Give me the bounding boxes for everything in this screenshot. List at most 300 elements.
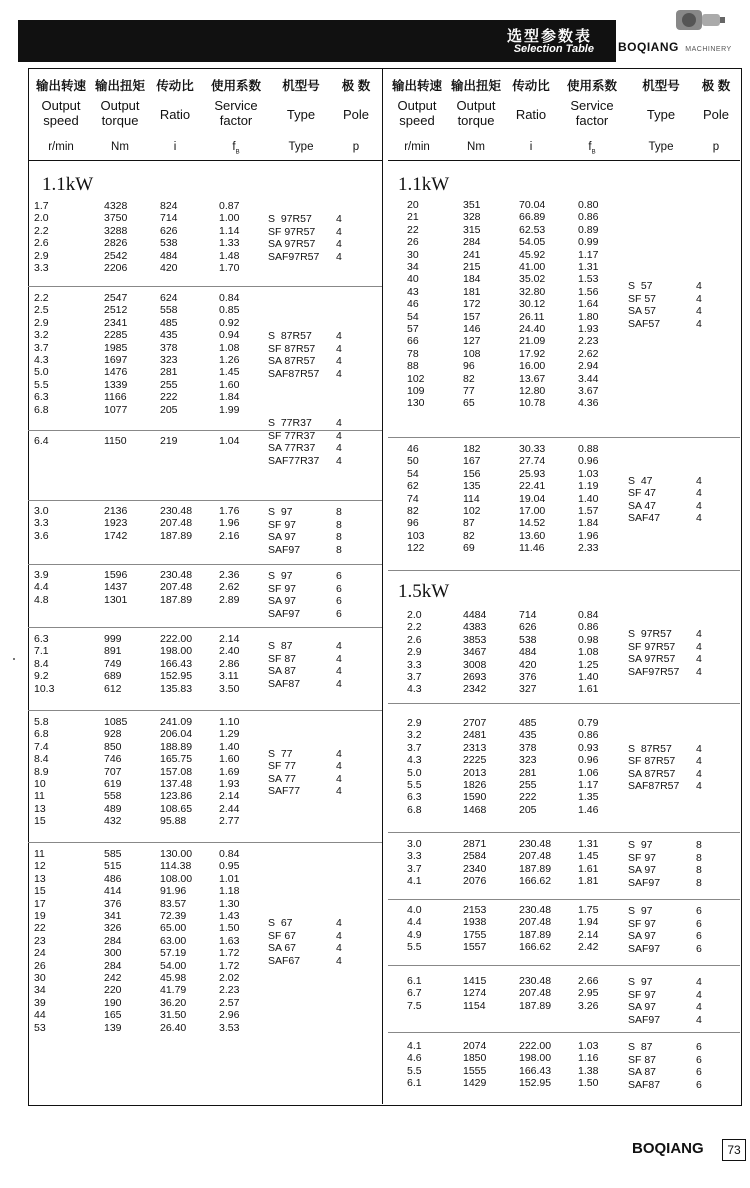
speed-cell: 46 bbox=[407, 443, 419, 455]
left-power-label: 1.1kW bbox=[42, 174, 94, 195]
factor-cell: 1.50 bbox=[578, 1077, 599, 1090]
ratio-cell: 323 bbox=[160, 354, 178, 366]
factor-cell: 1.63 bbox=[219, 934, 240, 947]
factor-cell: 2.77 bbox=[219, 815, 240, 828]
speed-cell: 4.0 bbox=[407, 904, 422, 916]
pole-cell: 4 4 4 4 bbox=[696, 474, 702, 525]
torque-cell: 135 bbox=[463, 480, 481, 493]
header-rule-left bbox=[28, 160, 382, 161]
ratio-cell: 35.02 bbox=[519, 273, 546, 286]
pole-cell: 8 8 8 8 bbox=[336, 506, 342, 556]
torque-cell: 139 bbox=[104, 1021, 122, 1034]
torque-cell: 4383 bbox=[463, 621, 487, 634]
ratio-cell: 484 bbox=[519, 646, 537, 659]
speed-cell: 4.4 bbox=[407, 916, 422, 929]
factor-cell: 1.70 bbox=[219, 262, 240, 274]
ratio-cell: 626 bbox=[160, 224, 178, 237]
type-cell: S 77 SF 77 SA 77 SAF77 bbox=[268, 747, 301, 798]
torque-cell: 127 bbox=[463, 335, 481, 348]
speed-cell: 3.3 bbox=[407, 850, 422, 863]
torque-cell: 2707 bbox=[463, 717, 487, 729]
speed-cell: 53 bbox=[34, 1021, 46, 1034]
ratio-cell: 108.65 bbox=[160, 802, 193, 815]
speed-cell: 13 bbox=[34, 872, 46, 885]
torque-cell: 1923 bbox=[104, 517, 128, 530]
ratio-cell: 157.08 bbox=[160, 765, 193, 778]
speed-cell: 1.7 bbox=[34, 200, 49, 212]
factor-cell: 0.93 bbox=[578, 741, 599, 754]
factor-cell: 2.66 bbox=[578, 975, 599, 987]
ratio-cell: 538 bbox=[519, 633, 537, 646]
ratio-cell: 207.48 bbox=[160, 517, 193, 530]
speed-cell: 2.0 bbox=[407, 609, 422, 621]
group-divider bbox=[388, 899, 740, 900]
speed-cell: 62 bbox=[407, 480, 419, 493]
speed-cell: 4.1 bbox=[407, 1040, 422, 1052]
torque-cell: 69 bbox=[463, 542, 475, 555]
torque-cell: 1415 bbox=[463, 975, 487, 987]
speed-cell: 78 bbox=[407, 347, 419, 360]
ratio-cell: 26.11 bbox=[519, 310, 545, 323]
factor-cell: 0.95 bbox=[219, 860, 240, 873]
factor-cell: 1.56 bbox=[578, 285, 599, 298]
header-unit: i bbox=[173, 141, 177, 153]
ratio-cell: 435 bbox=[519, 729, 537, 742]
ratio-cell: 207.48 bbox=[519, 987, 552, 1000]
type-cell: S 87 SF 87 SA 87 SAF87 bbox=[628, 1041, 661, 1091]
group-divider bbox=[388, 1032, 740, 1033]
header-en: Type bbox=[646, 107, 676, 122]
torque-cell: 190 bbox=[104, 996, 122, 1009]
torque-cell: 2076 bbox=[463, 875, 487, 888]
header-en: Type bbox=[286, 107, 316, 122]
group-divider bbox=[28, 710, 382, 711]
ratio-cell: 230.48 bbox=[519, 975, 552, 987]
speed-cell: 12 bbox=[34, 860, 46, 873]
header-unit: p bbox=[352, 141, 360, 153]
ratio-cell: 57.19 bbox=[160, 947, 187, 960]
ratio-cell: 558 bbox=[160, 304, 178, 317]
speed-cell: 22 bbox=[34, 922, 46, 935]
ratio-cell: 16.00 bbox=[519, 360, 546, 373]
speed-cell: 26 bbox=[407, 236, 419, 249]
group-divider bbox=[28, 842, 382, 843]
factor-cell: 1.45 bbox=[578, 850, 599, 863]
speed-cell: 46 bbox=[407, 298, 419, 311]
factor-cell: 1.75 bbox=[578, 904, 599, 916]
torque-cell: 3467 bbox=[463, 646, 487, 659]
ratio-cell: 824 bbox=[160, 200, 178, 212]
pole-cell: 6 6 6 6 bbox=[336, 570, 342, 620]
torque-cell: 746 bbox=[104, 753, 122, 766]
factor-cell: 1.01 bbox=[219, 872, 240, 885]
torque-cell: 87 bbox=[463, 517, 475, 530]
speed-cell: 130 bbox=[407, 397, 425, 410]
speed-cell: 11 bbox=[34, 790, 45, 803]
ratio-cell: 91.96 bbox=[160, 885, 187, 898]
torque-cell: 172 bbox=[463, 298, 481, 311]
factor-cell: 2.96 bbox=[219, 1009, 240, 1022]
pole-cell: 4 4 4 4 bbox=[336, 747, 342, 798]
factor-cell: 3.11 bbox=[219, 670, 239, 683]
speed-cell: 4.3 bbox=[34, 354, 49, 366]
header-en: Output torque bbox=[100, 98, 140, 128]
ratio-cell: 31.50 bbox=[160, 1009, 187, 1022]
ratio-cell: 95.88 bbox=[160, 815, 187, 828]
torque-cell: 1742 bbox=[104, 529, 128, 542]
torque-cell: 146 bbox=[463, 323, 481, 335]
header-en: Output speed bbox=[397, 98, 437, 128]
pole-cell: 4 4 4 4 bbox=[696, 742, 702, 793]
speed-cell: 13 bbox=[34, 802, 46, 815]
torque-cell: 2871 bbox=[463, 838, 487, 850]
header-cn: 极 数 bbox=[701, 79, 731, 93]
ratio-cell: 14.52 bbox=[519, 517, 546, 530]
factor-cell: 1.16 bbox=[578, 1052, 599, 1065]
ratio-cell: 54.00 bbox=[160, 959, 187, 972]
factor-cell: 1.30 bbox=[219, 897, 240, 910]
ratio-cell: 281 bbox=[160, 366, 178, 379]
speed-cell: 7.5 bbox=[407, 999, 422, 1012]
ratio-cell: 65.00 bbox=[160, 922, 187, 935]
factor-cell: 1.93 bbox=[578, 323, 599, 335]
speed-cell: 3.0 bbox=[407, 838, 422, 850]
speed-cell: 26 bbox=[34, 959, 46, 972]
factor-cell: 2.23 bbox=[219, 984, 240, 997]
ratio-cell: 485 bbox=[519, 717, 537, 729]
header-en: Ratio bbox=[515, 107, 547, 122]
torque-cell: 2584 bbox=[463, 850, 487, 863]
torque-cell: 3288 bbox=[104, 224, 128, 237]
speed-cell: 4.9 bbox=[407, 928, 422, 941]
factor-cell: 1.08 bbox=[219, 341, 240, 354]
title-bar bbox=[18, 20, 616, 62]
ratio-cell: 207.48 bbox=[160, 581, 193, 594]
factor-cell: 1.72 bbox=[219, 947, 240, 960]
speed-cell: 66 bbox=[407, 335, 419, 348]
page-title-en: Selection Table bbox=[513, 43, 594, 55]
speed-cell: 11 bbox=[34, 848, 45, 860]
header-cn: 输出转速 bbox=[35, 79, 86, 93]
ratio-cell: 13.60 bbox=[519, 529, 546, 542]
ratio-cell: 137.48 bbox=[160, 778, 193, 790]
ratio-cell: 17.92 bbox=[519, 347, 546, 360]
page-number: 73 bbox=[722, 1139, 746, 1161]
ratio-cell: 83.57 bbox=[160, 897, 187, 910]
header-cn: 机型号 bbox=[642, 79, 680, 93]
speed-cell: 54 bbox=[407, 310, 419, 323]
page-mark bbox=[13, 658, 15, 660]
ratio-cell: 255 bbox=[160, 378, 178, 391]
speed-cell: 3.3 bbox=[34, 262, 49, 274]
speed-cell: 3.3 bbox=[407, 658, 422, 671]
torque-cell: 2153 bbox=[463, 904, 487, 916]
brand-name: BOQIANG bbox=[618, 40, 679, 54]
type-cell: S 97 SF 97 SA 97 SAF97 bbox=[268, 570, 301, 620]
factor-cell: 1.61 bbox=[578, 683, 599, 696]
factor-cell: 1.69 bbox=[219, 765, 240, 778]
type-cell: S 87R57 SF 87R57 SA 87R57 SAF87R57 bbox=[628, 742, 680, 793]
speed-cell: 8.4 bbox=[34, 753, 49, 766]
ratio-cell: 10.78 bbox=[519, 397, 546, 410]
ratio-cell: 378 bbox=[519, 741, 537, 754]
speed-cell: 50 bbox=[407, 455, 419, 468]
torque-cell: 1150 bbox=[104, 435, 127, 447]
speed-cell: 30 bbox=[407, 248, 419, 261]
pole-cell: 4 4 4 4 bbox=[336, 417, 342, 467]
factor-cell: 1.96 bbox=[578, 529, 599, 542]
factor-cell: 3.50 bbox=[219, 682, 240, 695]
factor-cell: 2.62 bbox=[578, 347, 599, 360]
speed-cell: 6.3 bbox=[34, 633, 49, 645]
torque-cell: 242 bbox=[104, 972, 122, 984]
ratio-cell: 230.48 bbox=[519, 904, 552, 916]
type-cell: S 57 SF 57 SA 57 SAF57 bbox=[628, 280, 661, 330]
factor-cell: 1.57 bbox=[578, 505, 599, 517]
gearbox-icon bbox=[672, 4, 726, 36]
ratio-cell: 241.09 bbox=[160, 716, 193, 728]
header-en: Service factor bbox=[214, 98, 258, 128]
torque-cell: 284 bbox=[463, 236, 481, 249]
speed-cell: 4.8 bbox=[34, 593, 49, 606]
speed-cell: 5.8 bbox=[34, 716, 49, 728]
speed-cell: 6.3 bbox=[34, 391, 49, 404]
ratio-cell: 165.75 bbox=[160, 753, 193, 766]
factor-cell: 1.48 bbox=[219, 249, 240, 262]
ratio-cell: 323 bbox=[519, 754, 537, 767]
factor-cell: 3.26 bbox=[578, 999, 599, 1012]
torque-cell: 489 bbox=[104, 802, 122, 815]
factor-cell: 1.35 bbox=[578, 791, 599, 804]
ratio-cell: 32.80 bbox=[519, 285, 546, 298]
torque-cell: 2285 bbox=[104, 329, 128, 342]
torque-cell: 850 bbox=[104, 740, 122, 753]
footer-brand: BOQIANG bbox=[632, 1140, 704, 1157]
group-divider bbox=[28, 564, 382, 565]
ratio-cell: 420 bbox=[160, 262, 178, 274]
header-cn: 极 数 bbox=[341, 79, 371, 93]
group-divider bbox=[28, 286, 382, 287]
speed-cell: 6.1 bbox=[407, 1077, 422, 1090]
header-unit: Nm bbox=[467, 141, 485, 153]
factor-cell: 1.31 bbox=[578, 261, 599, 273]
torque-cell: 585 bbox=[104, 848, 122, 860]
ratio-cell: 222.00 bbox=[519, 1040, 552, 1052]
pole-cell: 4 4 4 4 bbox=[336, 640, 342, 690]
ratio-cell: 30.12 bbox=[519, 298, 546, 311]
factor-cell: 0.98 bbox=[578, 633, 599, 646]
speed-cell: 43 bbox=[407, 285, 419, 298]
ratio-cell: 255 bbox=[519, 779, 537, 791]
pole-cell: 4 4 4 4 bbox=[336, 213, 342, 263]
factor-cell: 4.36 bbox=[578, 397, 599, 410]
ratio-cell: 219 bbox=[160, 435, 178, 447]
ratio-cell: 123.86 bbox=[160, 790, 193, 803]
factor-cell: 1.03 bbox=[578, 467, 599, 480]
factor-cell: 2.23 bbox=[578, 335, 599, 348]
factor-cell: 1.33 bbox=[219, 237, 240, 250]
ratio-cell: 222 bbox=[519, 791, 537, 804]
factor-cell: 1.18 bbox=[219, 885, 240, 898]
pole-cell: 4 4 4 4 bbox=[696, 628, 702, 678]
torque-cell: 1429 bbox=[463, 1077, 487, 1090]
speed-cell: 7.4 bbox=[34, 740, 49, 753]
factor-cell: 1.40 bbox=[578, 671, 599, 683]
ratio-cell: 108.00 bbox=[160, 872, 193, 885]
torque-cell: 1555 bbox=[463, 1064, 487, 1077]
ratio-cell: 205 bbox=[519, 803, 537, 816]
torque-cell: 1755 bbox=[463, 928, 487, 941]
speed-cell: 21 bbox=[407, 211, 419, 224]
brand-logo bbox=[618, 38, 742, 56]
ratio-cell: 26.40 bbox=[160, 1021, 187, 1034]
factor-cell: 1.93 bbox=[219, 778, 240, 790]
torque-cell: 1938 bbox=[463, 916, 487, 929]
torque-cell: 1274 bbox=[463, 987, 487, 1000]
torque-cell: 1077 bbox=[104, 403, 128, 416]
header-unit: Type bbox=[288, 141, 314, 153]
factor-cell: 0.99 bbox=[578, 236, 599, 249]
torque-cell: 1339 bbox=[104, 378, 128, 391]
speed-cell: 3.9 bbox=[34, 569, 49, 581]
factor-cell: 0.92 bbox=[219, 316, 240, 329]
ratio-cell: 376 bbox=[519, 671, 537, 683]
ratio-cell: 19.04 bbox=[519, 492, 546, 505]
speed-cell: 6.8 bbox=[407, 803, 422, 816]
pole-cell: 6 6 6 6 bbox=[696, 1041, 702, 1091]
ratio-cell: 166.43 bbox=[519, 1064, 552, 1077]
ratio-cell: 207.48 bbox=[519, 916, 552, 929]
factor-cell: 1.29 bbox=[219, 728, 240, 741]
torque-cell: 1468 bbox=[463, 803, 487, 816]
ratio-cell: 230.48 bbox=[160, 505, 193, 517]
ratio-cell: 21.09 bbox=[519, 335, 546, 348]
factor-cell: 0.80 bbox=[578, 199, 599, 211]
torque-cell: 328 bbox=[463, 211, 481, 224]
speed-cell: 17 bbox=[34, 897, 46, 910]
group-divider bbox=[28, 627, 382, 628]
factor-cell: 2.94 bbox=[578, 360, 599, 373]
speed-cell: 122 bbox=[407, 542, 425, 555]
factor-cell: 1.08 bbox=[578, 646, 599, 659]
torque-cell: 1557 bbox=[463, 941, 487, 954]
torque-cell: 102 bbox=[463, 505, 481, 517]
speed-cell: 6.7 bbox=[407, 987, 422, 1000]
factor-cell: 1.84 bbox=[219, 391, 240, 404]
ratio-cell: 54.05 bbox=[519, 236, 546, 249]
factor-cell: 0.96 bbox=[578, 455, 599, 468]
factor-cell: 2.33 bbox=[578, 542, 599, 555]
speed-cell: 2.2 bbox=[407, 621, 422, 634]
factor-cell: 2.14 bbox=[219, 633, 240, 645]
factor-cell: 1.17 bbox=[578, 248, 599, 261]
speed-cell: 5.5 bbox=[407, 779, 422, 791]
ratio-cell: 27.74 bbox=[519, 455, 546, 468]
factor-cell: 0.86 bbox=[578, 211, 599, 224]
header-rule-right bbox=[388, 160, 740, 161]
factor-cell: 0.79 bbox=[578, 717, 599, 729]
speed-cell: 5.5 bbox=[34, 378, 49, 391]
ratio-cell: 420 bbox=[519, 658, 537, 671]
torque-cell: 156 bbox=[463, 467, 481, 480]
pole-cell: 4 4 4 4 bbox=[336, 330, 342, 380]
torque-cell: 3853 bbox=[463, 633, 487, 646]
header-cn: 使用系数 bbox=[210, 79, 261, 93]
torque-cell: 1850 bbox=[463, 1052, 487, 1065]
header-unit: $f_B$ bbox=[588, 141, 596, 156]
speed-cell: 15 bbox=[34, 885, 46, 898]
ratio-cell: 538 bbox=[160, 237, 178, 250]
torque-cell: 612 bbox=[104, 682, 122, 695]
torque-cell: 1596 bbox=[104, 569, 128, 581]
header-cn: 输出扭矩 bbox=[94, 79, 145, 93]
torque-cell: 4328 bbox=[104, 200, 128, 212]
speed-cell: 10.3 bbox=[34, 682, 55, 695]
type-cell: S 97 SF 97 SA 97 SAF97 bbox=[628, 839, 661, 889]
speed-cell: 103 bbox=[407, 529, 425, 542]
factor-cell: 2.36 bbox=[219, 569, 240, 581]
ratio-cell: 205 bbox=[160, 403, 178, 416]
torque-cell: 4484 bbox=[463, 609, 487, 621]
ratio-cell: 187.89 bbox=[519, 862, 552, 875]
pole-cell: 6 6 6 6 bbox=[696, 905, 702, 955]
torque-cell: 1085 bbox=[104, 716, 128, 728]
torque-cell: 999 bbox=[104, 633, 122, 645]
speed-cell: 54 bbox=[407, 467, 419, 480]
group-divider bbox=[388, 703, 740, 704]
torque-cell: 351 bbox=[463, 199, 481, 211]
speed-cell: 6.8 bbox=[34, 403, 49, 416]
factor-cell: 1.80 bbox=[578, 310, 599, 323]
factor-cell: 1.25 bbox=[578, 658, 599, 671]
factor-cell: 3.44 bbox=[578, 372, 599, 385]
factor-cell: 2.02 bbox=[219, 972, 240, 984]
factor-cell: 1.76 bbox=[219, 505, 240, 517]
speed-cell: 3.2 bbox=[407, 729, 422, 742]
factor-cell: 0.84 bbox=[219, 848, 240, 860]
header-en: Pole bbox=[702, 107, 730, 122]
factor-cell: 1.84 bbox=[578, 517, 599, 530]
torque-cell: 2013 bbox=[463, 766, 487, 779]
ratio-cell: 66.89 bbox=[519, 211, 546, 224]
ratio-cell: 166.43 bbox=[160, 657, 193, 670]
ratio-cell: 198.00 bbox=[160, 645, 193, 658]
ratio-cell: 152.95 bbox=[160, 670, 193, 683]
header-en: Ratio bbox=[159, 107, 191, 122]
ratio-cell: 41.79 bbox=[160, 984, 187, 997]
speed-cell: 2.9 bbox=[407, 717, 422, 729]
torque-cell: 2206 bbox=[104, 262, 128, 274]
torque-cell: 215 bbox=[463, 261, 481, 273]
right-power-label-1: 1.1kW bbox=[398, 174, 450, 195]
speed-cell: 82 bbox=[407, 505, 419, 517]
speed-cell: 5.0 bbox=[407, 766, 422, 779]
factor-cell: 1.64 bbox=[578, 298, 599, 311]
torque-cell: 2481 bbox=[463, 729, 487, 742]
torque-cell: 77 bbox=[463, 385, 475, 397]
torque-cell: 928 bbox=[104, 728, 122, 741]
ratio-cell: 45.98 bbox=[160, 972, 187, 984]
torque-cell: 2136 bbox=[104, 505, 128, 517]
header-unit: p bbox=[712, 141, 720, 153]
speed-cell: 5.5 bbox=[407, 1064, 422, 1077]
header-unit: Nm bbox=[111, 141, 129, 153]
header-cn: 使用系数 bbox=[566, 79, 617, 93]
torque-cell: 2225 bbox=[463, 754, 487, 767]
torque-cell: 315 bbox=[463, 223, 481, 236]
speed-cell: 3.3 bbox=[34, 517, 49, 530]
speed-cell: 2.9 bbox=[34, 316, 49, 329]
